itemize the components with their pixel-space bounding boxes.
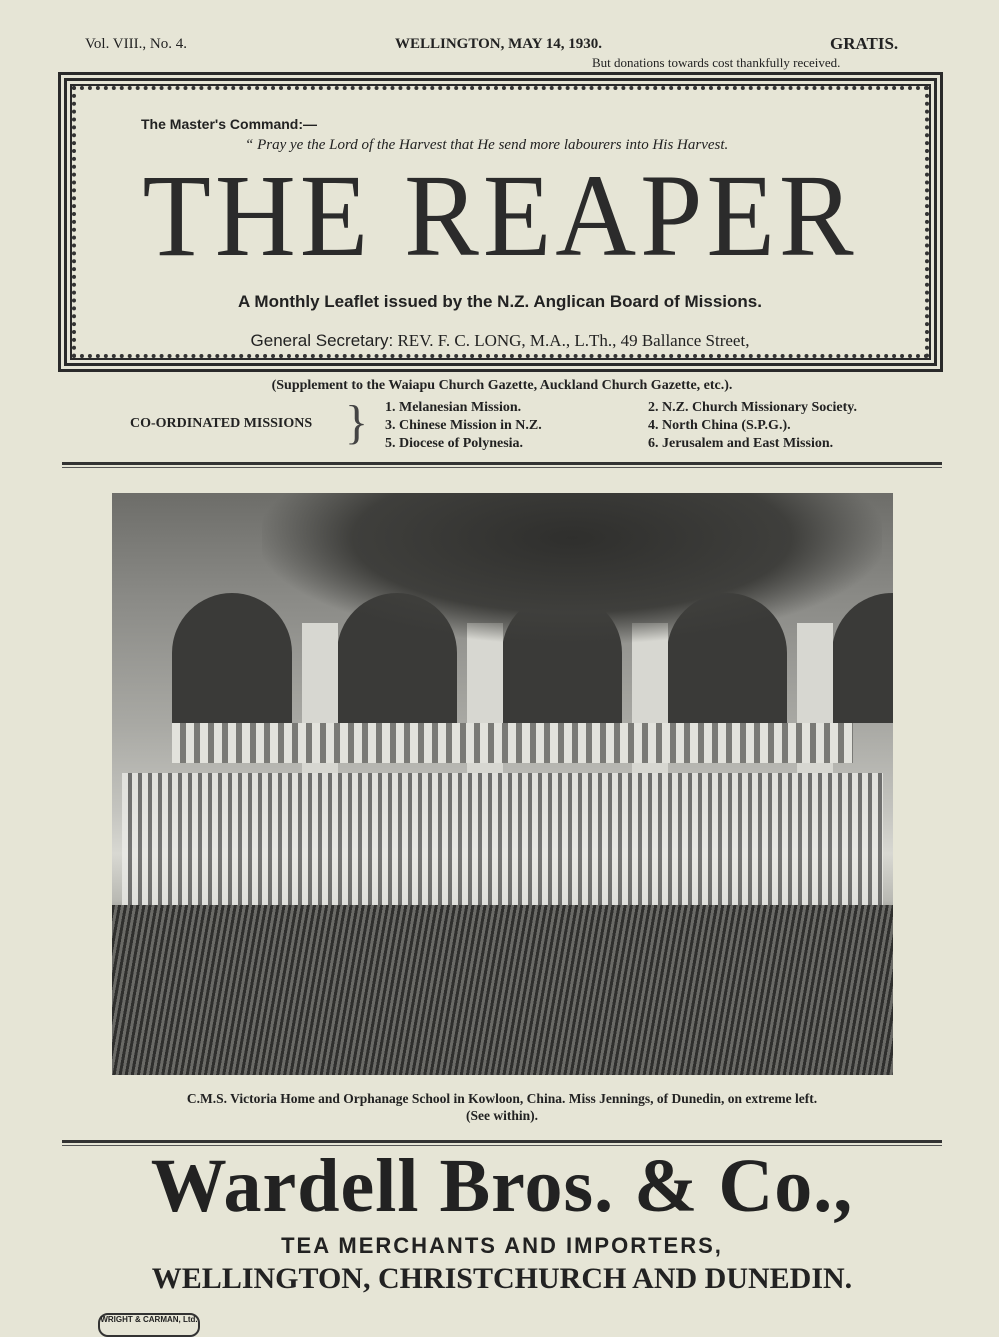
secretary-name: REV. F. C. LONG, M.A., L.Th., 49 Ballance Street,: [397, 331, 750, 350]
printer-stamp: WRIGHT & CARMAN, Ltd.: [98, 1313, 200, 1337]
mission-item: 6. Jerusalem and East Mission.: [648, 436, 834, 451]
donations-note: But donations towards cost thankfully received.: [592, 55, 841, 70]
divider: [62, 462, 942, 468]
missions-label: CO-ORDINATED MISSIONS: [130, 416, 313, 431]
price: GRATIS.: [830, 34, 899, 53]
scripture-quote: “ Pray ye the Lord of the Harvest that He send more labourers into His Harvest.: [245, 137, 729, 153]
brace: }: [345, 396, 369, 449]
mission-item: 3. Chinese Mission in N.Z.: [385, 418, 542, 433]
secretary-label: General Secretary:: [250, 331, 394, 350]
publication-subtitle: A Monthly Leaflet issued by the N.Z. Anglican Board of Missions.: [238, 292, 762, 311]
mission-item: 2. N.Z. Church Missionary Society.: [648, 400, 857, 415]
caption-line: (See within).: [466, 1108, 538, 1123]
advertiser-name: Wardell Bros. & Co.,: [150, 1144, 854, 1228]
advert-cities: WELLINGTON, CHRISTCHURCH AND DUNEDIN.: [151, 1262, 853, 1295]
command-label: The Master's Command:—: [141, 116, 318, 132]
dateline: WELLINGTON, MAY 14, 1930.: [395, 36, 602, 52]
orphanage-photo: [112, 493, 893, 1075]
mission-item: 1. Melanesian Mission.: [385, 400, 522, 415]
mission-item: 4. North China (S.P.G.).: [648, 418, 791, 433]
volume-number: Vol. VIII., No. 4.: [85, 36, 187, 52]
supplement-note: (Supplement to the Waiapu Church Gazette, Auckland Church Gazette, etc.).: [271, 378, 733, 393]
general-secretary: [60, 331, 940, 351]
mission-item: 5. Diocese of Polynesia.: [385, 436, 524, 451]
advert-tagline: TEA MERCHANTS AND IMPORTERS,: [281, 1233, 723, 1258]
photo-caption: [62, 1090, 942, 1124]
caption-line: C.M.S. Victoria Home and Orphanage School in Kowloon, China. Miss Jennings, of Dunedin, on extreme left.: [186, 1091, 818, 1106]
publication-title: THE REAPER: [142, 150, 858, 282]
